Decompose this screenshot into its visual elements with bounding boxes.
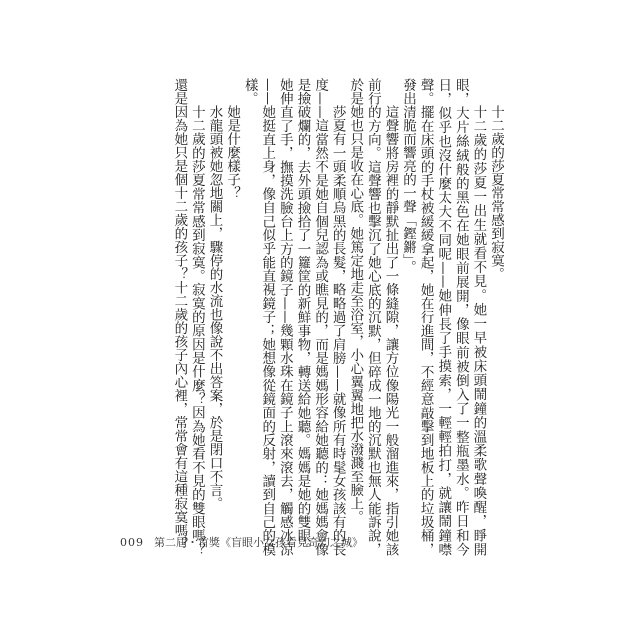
paragraph-4: 莎夏有一頭柔順烏黑的長髮，略略過了肩膀——就像所有時髦女孩該有的長度——這當然不是她自個兒認為或瞧見的，而是媽媽形容給她聽的：她媽媽會像是撿破爛的，去外頭撿拾了一籮筐的新鮮事物，轉送給她聽。媽媽是她的雙眼。她伸直了手，撫摸洗臉台上方的鏡子——幾顆水珠在鏡子上滾來滾去，觸感冰涼——她挺直上身，像自己似乎能直視鏡子；她想像從鏡面的反射，讀到自己的模樣。: [241, 78, 346, 556]
body-text: [124, 78, 504, 556]
paragraph-1: 十二歲的莎夏常常感到寂寞。: [488, 105, 504, 281]
page-number: 009: [120, 536, 144, 549]
paragraph-5: 她是什麼樣子？: [224, 105, 241, 200]
page-footer: [120, 534, 363, 550]
paragraph-3: 這聲響將房裡的靜默扯出了一條縫隙，讓方位像陽光一般溜進來，指引她該前行的方向。這聲響也擊沉了她心底的沉默，但碎成一地的沉默也無人能訴說，於是她也只是收在心底。她篤定地走至浴室，小心翼翼地把水潑濺至臉上。: [347, 78, 399, 556]
book-series-title: 第二屆・首獎《盲眼小女孩看見奇幻之城》: [154, 536, 363, 549]
paragraph-2: 十二歲的莎夏一出生就看不見。她一早被床頭鬧鐘的溫柔歌聲喚醒，睜開眼，大片絲絨般的黑色在她眼前展開，像眼前被倒入了一整瓶墨水。昨日和今日，似乎也沒什麼太大不同呢——她伸長了手摸索，一輕輕拍打，就讓鬧鐘噤聲。擺在床頭的手杖被緩緩拿起，她在行進間，不經意敲擊到地板上的垃圾桶，發出清脆而響亮的一聲「鏗鏘」。: [400, 78, 487, 556]
paragraph-7: 十二歲的莎夏常常感到寂寞。寂寞的原因是什麼？因為她看不見的雙眼嗎？還是因為她只是個十二歲的孩子？十二歲的孩子內心裡，常常會有這種寂寞嗎？: [171, 78, 205, 556]
paragraph-6: 水龍頭被她忽地關上，驟停的水流也像說不出答案，於是閉口不言。: [206, 105, 223, 510]
